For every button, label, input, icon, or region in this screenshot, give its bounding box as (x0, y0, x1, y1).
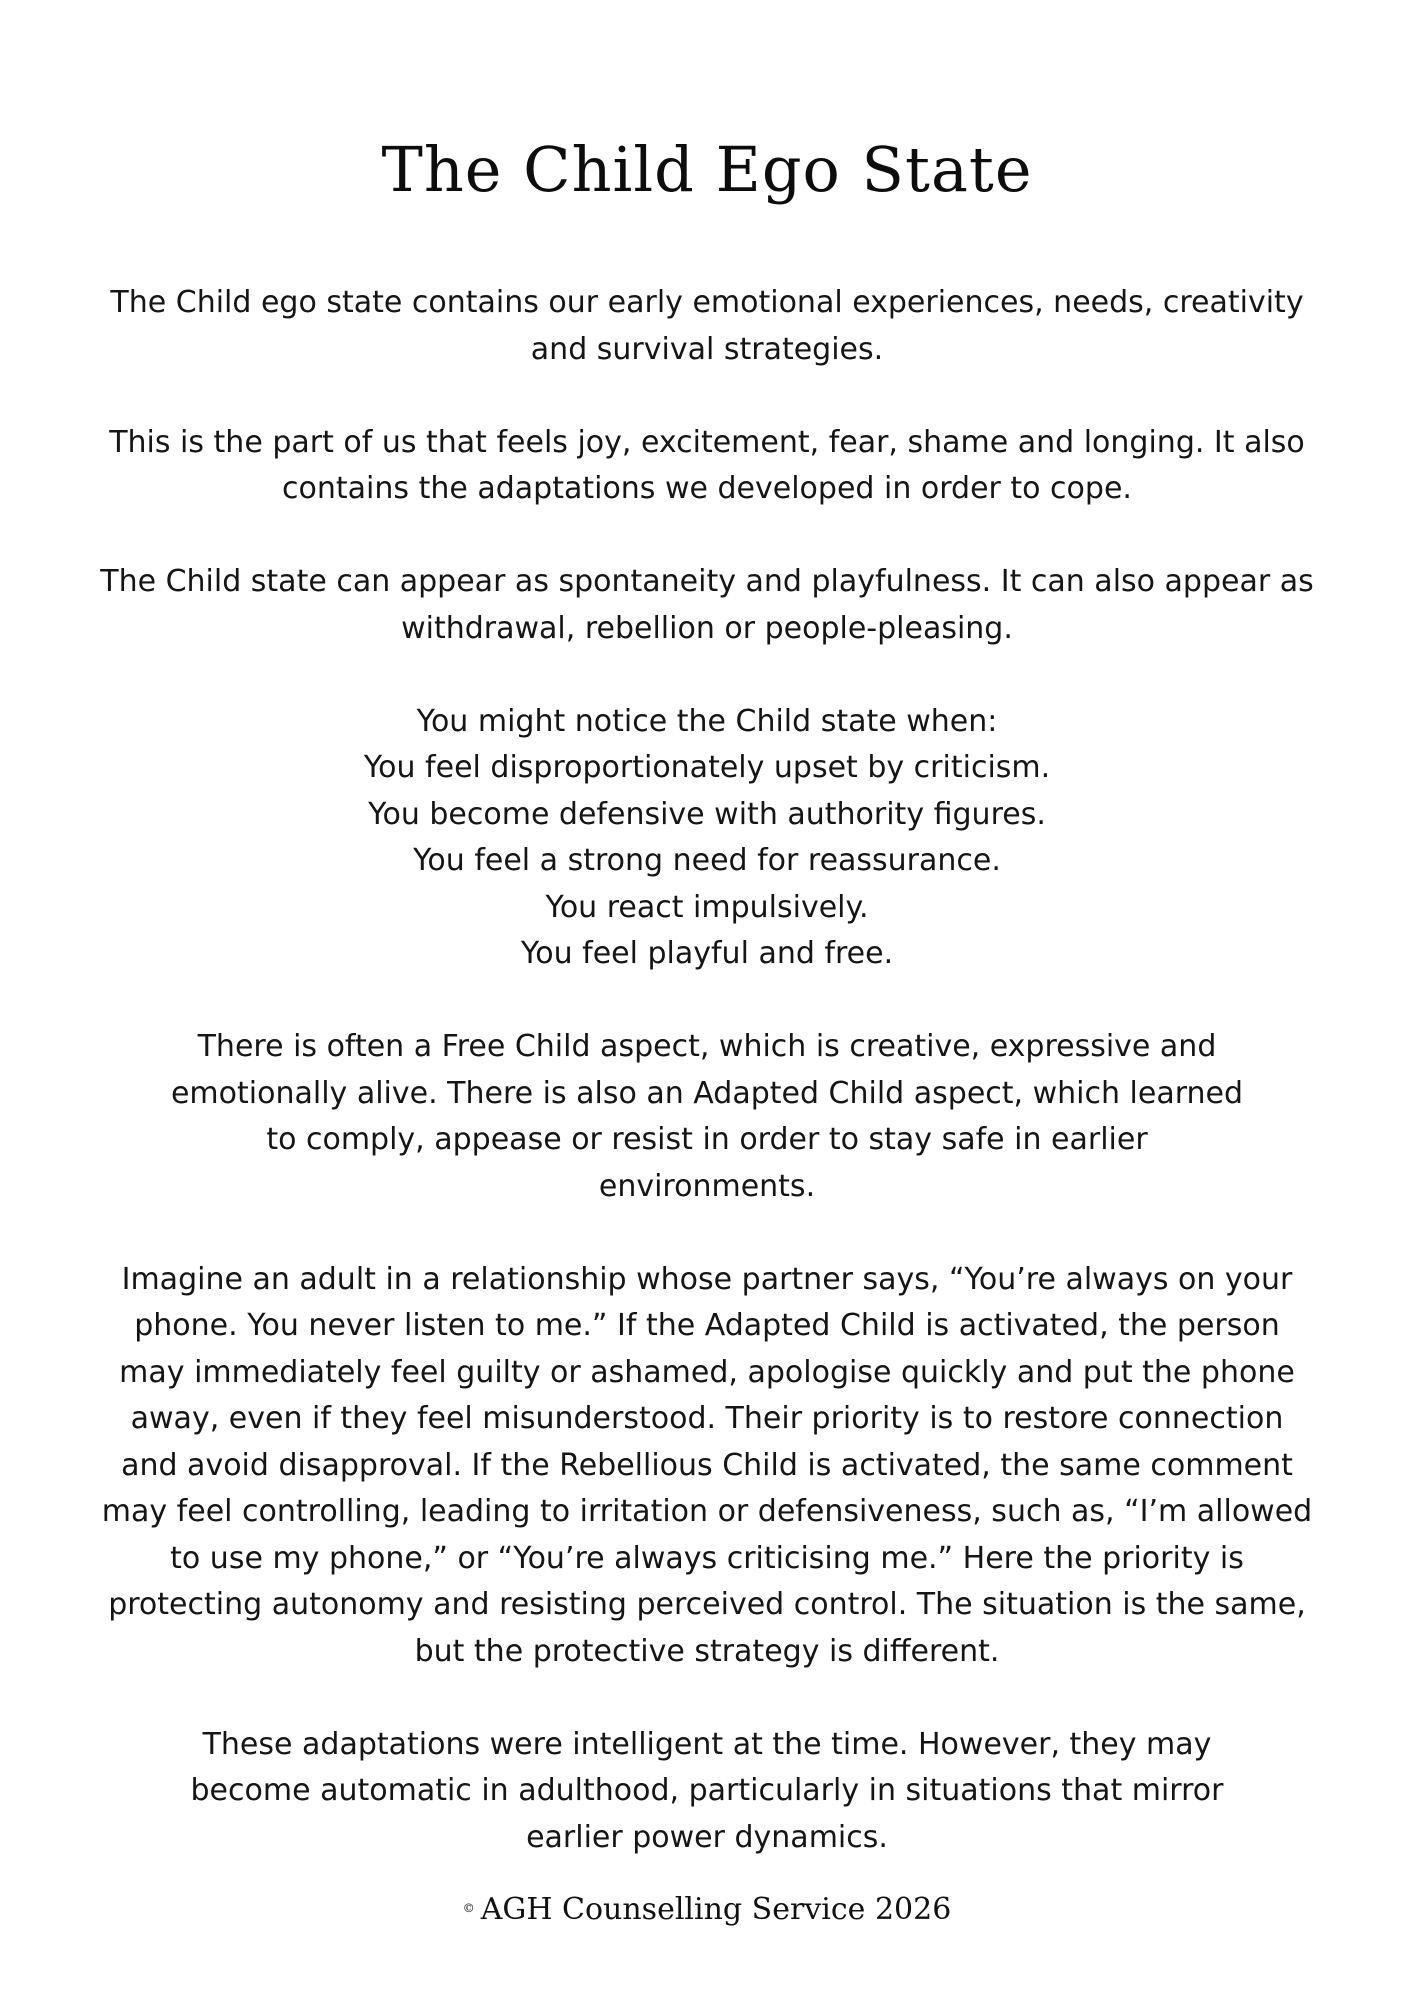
notice-list-item: You feel a strong need for reassurance. (413, 843, 1001, 878)
appearance-paragraph: The Child state can appear as spontaneity and playfulness. It can also appear as withdrawal, rebellion or people-pleasing. (100, 564, 1314, 646)
intro-paragraph: The Child ego state contains our early emotional experiences, needs, creativity and survival strategies. (110, 285, 1304, 367)
document-body (100, 280, 1314, 1908)
notice-list-item: You feel playful and free. (520, 936, 894, 971)
page-title: The Child Ego State (381, 133, 1033, 206)
free-adapted-paragraph: There is often a Free Child aspect, which is creative, expressive and emotionally alive. There is also an Adapted Child aspect, which learned to comply, appease or resist in order to stay safe in earlier environments. (170, 1029, 1244, 1204)
notice-list-item: You react impulsively. (545, 889, 869, 925)
copyright-text: AGH Counselling Service 2026 (480, 1892, 952, 1927)
notice-list-intro: You might notice the Child state when: (416, 703, 998, 739)
notice-list-item: You feel disproportionately upset by criticism. (363, 750, 1051, 785)
notice-list-item: You become defensive with authority figures. (368, 796, 1046, 832)
feelings-paragraph: This is the part of us that feels joy, excitement, fear, shame and longing. It also contains the adaptations we developed in order to cope. (109, 424, 1305, 506)
copyright-symbol: © (462, 1901, 475, 1915)
copyright-footer (0, 1890, 1414, 1930)
example-paragraph: Imagine an adult in a relationship whose partner says, “You’re always on your phone. You never listen to me.” If the Adapted Child is activated, the person may immediately feel guilty or ashamed, apologise quickly and put the phone away, even if they feel misunderstood. Their priority is to restore connection and avoid disapproval. If the Rebellious Child is activated, the same comment may feel controlling, leading to irritation or defensiveness, such as, “I’m allowed to use my phone,” or “You’re always criticising me.” Here the priority is protecting autonomy and resisting perceived control. The situation is the same, but the protective strategy is different. (101, 1261, 1313, 1669)
closing-paragraph: These adaptations were intelligent at the time. However, they may become automatic in adulthood, particularly in situations that mirror earlier power dynamics. (190, 1726, 1224, 1855)
notice-list (100, 699, 1314, 978)
